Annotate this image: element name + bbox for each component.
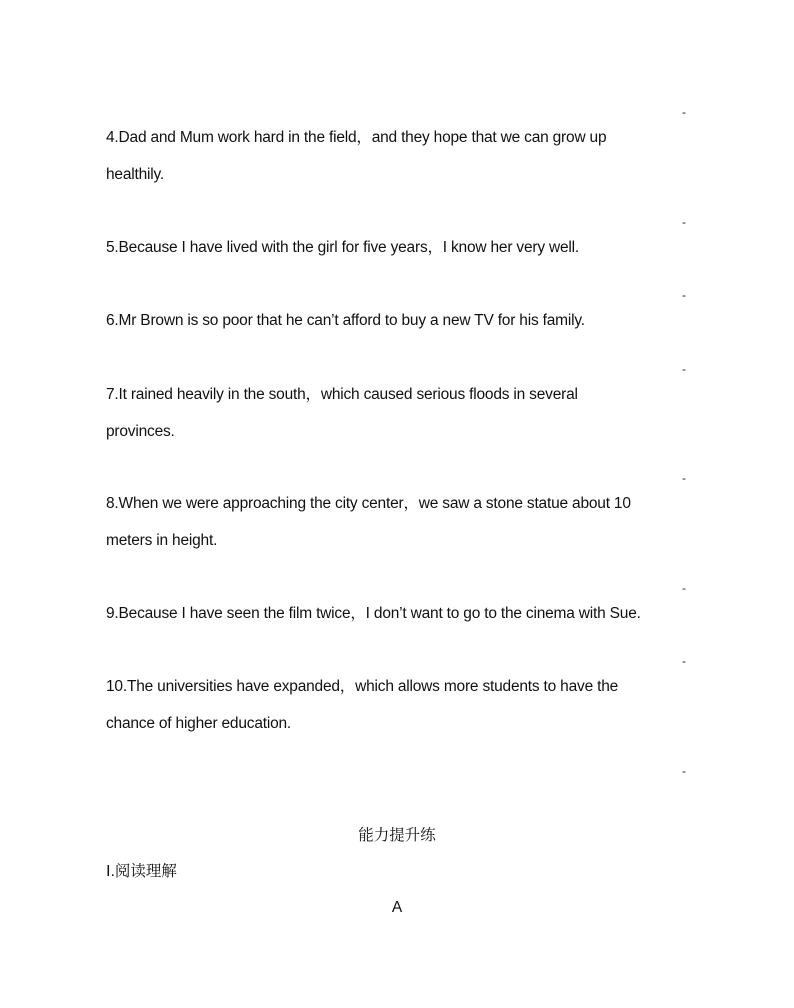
answer-mark-after-6: -	[682, 362, 686, 376]
sentence-8-line-2: meters in height.	[106, 532, 218, 549]
sentence-10-line-1: 10.The universities have expanded，which allows more students to have the	[106, 678, 619, 695]
answer-mark-after-10: -	[682, 764, 686, 778]
answer-mark-after-5: -	[682, 288, 686, 302]
sentence-4-line-1: 4.Dad and Mum work hard in the field，and they hope that we can grow up	[106, 129, 607, 146]
part-heading: Ⅰ.阅读理解	[106, 863, 177, 880]
section-title: 能力提升练	[358, 827, 436, 844]
sentence-7-line-2: provinces.	[106, 423, 175, 440]
sentence-9-line-1: 9.Because I have seen the film twice，I don’t want to go to the cinema with Sue.	[106, 605, 641, 622]
sentence-5-line-1: 5.Because I have lived with the girl for five years，I know her very well.	[106, 239, 579, 256]
answer-mark-after-9: -	[682, 654, 686, 668]
answer-mark-before-4: -	[682, 105, 686, 119]
sentence-7-line-1: 7.It rained heavily in the south，which caused serious floods in several	[106, 386, 578, 403]
sentence-8-line-1: 8.When we were approaching the city center，we saw a stone statue about 10	[106, 495, 631, 512]
answer-mark-after-4: -	[682, 215, 686, 229]
answer-mark-after-8: -	[682, 581, 686, 595]
answer-mark-after-7: -	[682, 471, 686, 485]
sentence-4-line-2: healthily.	[106, 166, 165, 183]
sentence-6-line-1: 6.Mr Brown is so poor that he can’t afford to buy a new TV for his family.	[106, 312, 585, 329]
passage-label: A	[391, 899, 403, 916]
sentence-10-line-2: chance of higher education.	[106, 715, 292, 732]
